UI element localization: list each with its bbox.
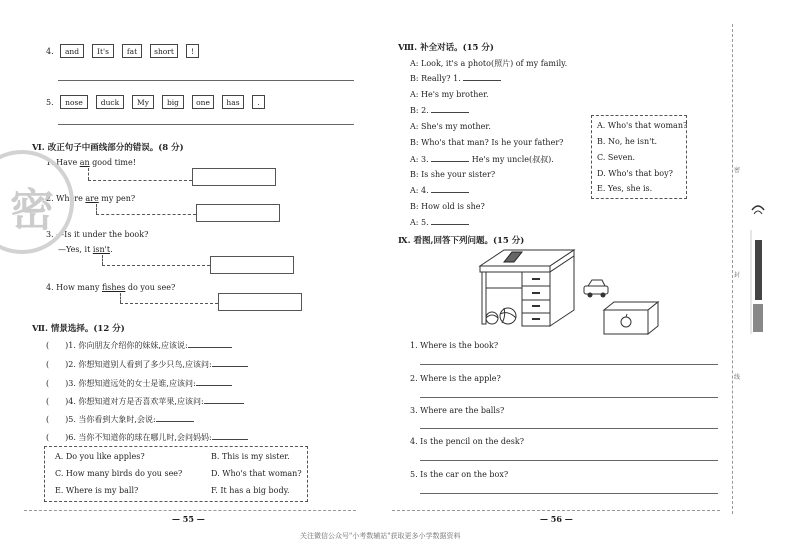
situation-item-5: ( )5. 当你看到大象时,会说: xyxy=(46,414,194,425)
word-card: duck xyxy=(96,95,124,109)
margin-label-mid: 封 xyxy=(734,272,741,279)
choice-e: E. Where is my ball? xyxy=(55,486,139,495)
picture-question-3: 3. Where are the balls? xyxy=(410,406,505,415)
page-number-56: — 56 — xyxy=(540,514,573,524)
word-card: fat xyxy=(122,44,142,58)
picture-question-1: 1. Where is the book? xyxy=(410,341,499,350)
section-8-title: Ⅷ. 补全对话。(15 分) xyxy=(398,43,494,53)
margin-label-top: 密 xyxy=(734,167,741,174)
option-b: B. No, he isn't. xyxy=(597,137,658,146)
footer-rule xyxy=(392,510,720,511)
section-6-title: Ⅵ. 改正句子中画线部分的错误。(8 分) xyxy=(32,143,184,153)
connector xyxy=(102,255,103,265)
picture-question-4: 4. Is the pencil on the desk? xyxy=(410,437,525,446)
situation-item-4: ( )4. 你想知道对方是否喜欢苹果,应该问: xyxy=(46,396,244,407)
word-card: . xyxy=(252,95,265,109)
word-card: My xyxy=(132,95,154,109)
dialog-line-8: B: Is she your sister? xyxy=(410,170,496,179)
reorder-num-5: 5. xyxy=(46,98,54,107)
choice-b: B. This is my sister. xyxy=(211,452,290,461)
correction-answer-box-3[interactable] xyxy=(210,256,294,274)
section-9-title: Ⅸ. 看图,回答下列问题。(15 分) xyxy=(398,236,525,246)
desk-scene-illustration xyxy=(474,248,674,338)
answer-line[interactable] xyxy=(420,493,718,494)
option-c: C. Seven. xyxy=(597,153,636,162)
connector xyxy=(88,168,89,180)
word-card: short xyxy=(150,44,178,58)
picture-question-2: 2. Where is the apple? xyxy=(410,374,501,383)
binding-line xyxy=(732,24,733,514)
connector xyxy=(96,214,196,215)
word-card: one xyxy=(192,95,214,109)
connector xyxy=(120,303,218,304)
dialog-line-10: B: How old is she? xyxy=(410,202,485,211)
option-e: E. Yes, she is. xyxy=(597,184,653,193)
word-card: It's xyxy=(92,44,114,58)
connector xyxy=(102,265,210,266)
dialog-line-9: A: 4. xyxy=(410,186,469,195)
choice-f: F. It has a big body. xyxy=(211,486,290,495)
section-7-title: Ⅶ. 情景选择。(12 分) xyxy=(32,324,125,334)
dialog-line-11: A: 5. xyxy=(410,218,469,227)
word-card: has xyxy=(222,95,244,109)
situation-item-6: ( )6. 当你不知道你的球在哪儿时,会问妈妈: xyxy=(46,432,248,443)
situation-item-3: ( )3. 你想知道远处的女士是谁,应该问: xyxy=(46,378,232,389)
choice-c: C. How many birds do you see? xyxy=(55,469,183,478)
footer-note: 关注微信公众号"小考数辅站"获取更多小学数据资料 xyxy=(300,532,461,540)
answer-line[interactable] xyxy=(420,397,718,398)
choice-a: A. Do you like apples? xyxy=(55,452,145,461)
word-card: nose xyxy=(60,95,88,109)
correction-item-2: 2. Where are my pen? xyxy=(46,194,136,203)
option-d: D. Who's that boy? xyxy=(597,169,673,178)
situation-item-2: ( )2. 你想知道别人看到了多少只鸟,应该问: xyxy=(46,359,248,370)
connector xyxy=(96,204,97,214)
footer-rule xyxy=(24,510,356,511)
connector xyxy=(88,180,192,181)
dialog-line-7: A: 3. He's my uncle(叔叔). xyxy=(410,155,554,164)
dialog-line-5: A: She's my mother. xyxy=(410,122,491,131)
answer-line[interactable] xyxy=(420,364,718,365)
situation-item-1: ( )1. 你向朋友介绍你的妹妹,应该说: xyxy=(46,340,232,351)
correction-answer-box-2[interactable] xyxy=(196,204,280,222)
word-card: big xyxy=(162,95,184,109)
picture-question-5: 5. Is the car on the box? xyxy=(410,470,509,479)
correction-item-4: 4. How many fishes do you see? xyxy=(46,283,176,292)
correction-item-3: 3. —Is it under the book? xyxy=(46,230,149,239)
option-a: A. Who's that woman? xyxy=(597,121,688,130)
dialog-line-4: B: 2. xyxy=(410,106,469,115)
answer-line[interactable] xyxy=(420,428,718,429)
dialog-line-3: A: He's my brother. xyxy=(410,90,489,99)
seal-stamp-char: 密 xyxy=(10,185,54,236)
answer-line[interactable] xyxy=(58,124,354,125)
margin-label-bottom: 线 xyxy=(734,374,741,381)
dialog-line-2: B: Really? 1. xyxy=(410,74,501,83)
correction-item-1: 1. Have an good time! xyxy=(46,158,136,167)
publisher-logo-graphic xyxy=(748,200,768,340)
dialog-line-1: A: Look, it's a photo(照片) of my family. xyxy=(410,59,568,68)
choice-d: D. Who's that woman? xyxy=(211,469,302,478)
word-card: ! xyxy=(186,44,199,58)
connector xyxy=(120,293,121,303)
correction-answer-box-1[interactable] xyxy=(192,168,276,186)
reorder-num-4: 4. xyxy=(46,47,54,56)
answer-line[interactable] xyxy=(58,80,354,81)
options-box xyxy=(591,115,687,199)
choices-box xyxy=(44,446,308,502)
publisher-logo xyxy=(748,200,768,340)
correction-item-3-answer: —Yes, it isn't. xyxy=(58,245,113,254)
page-number-55: — 55 — xyxy=(172,514,205,524)
dialog-line-6: B: Who's that man? Is he your father? xyxy=(410,138,564,147)
answer-line[interactable] xyxy=(420,460,718,461)
word-card: and xyxy=(60,44,84,58)
correction-answer-box-4[interactable] xyxy=(218,293,302,311)
